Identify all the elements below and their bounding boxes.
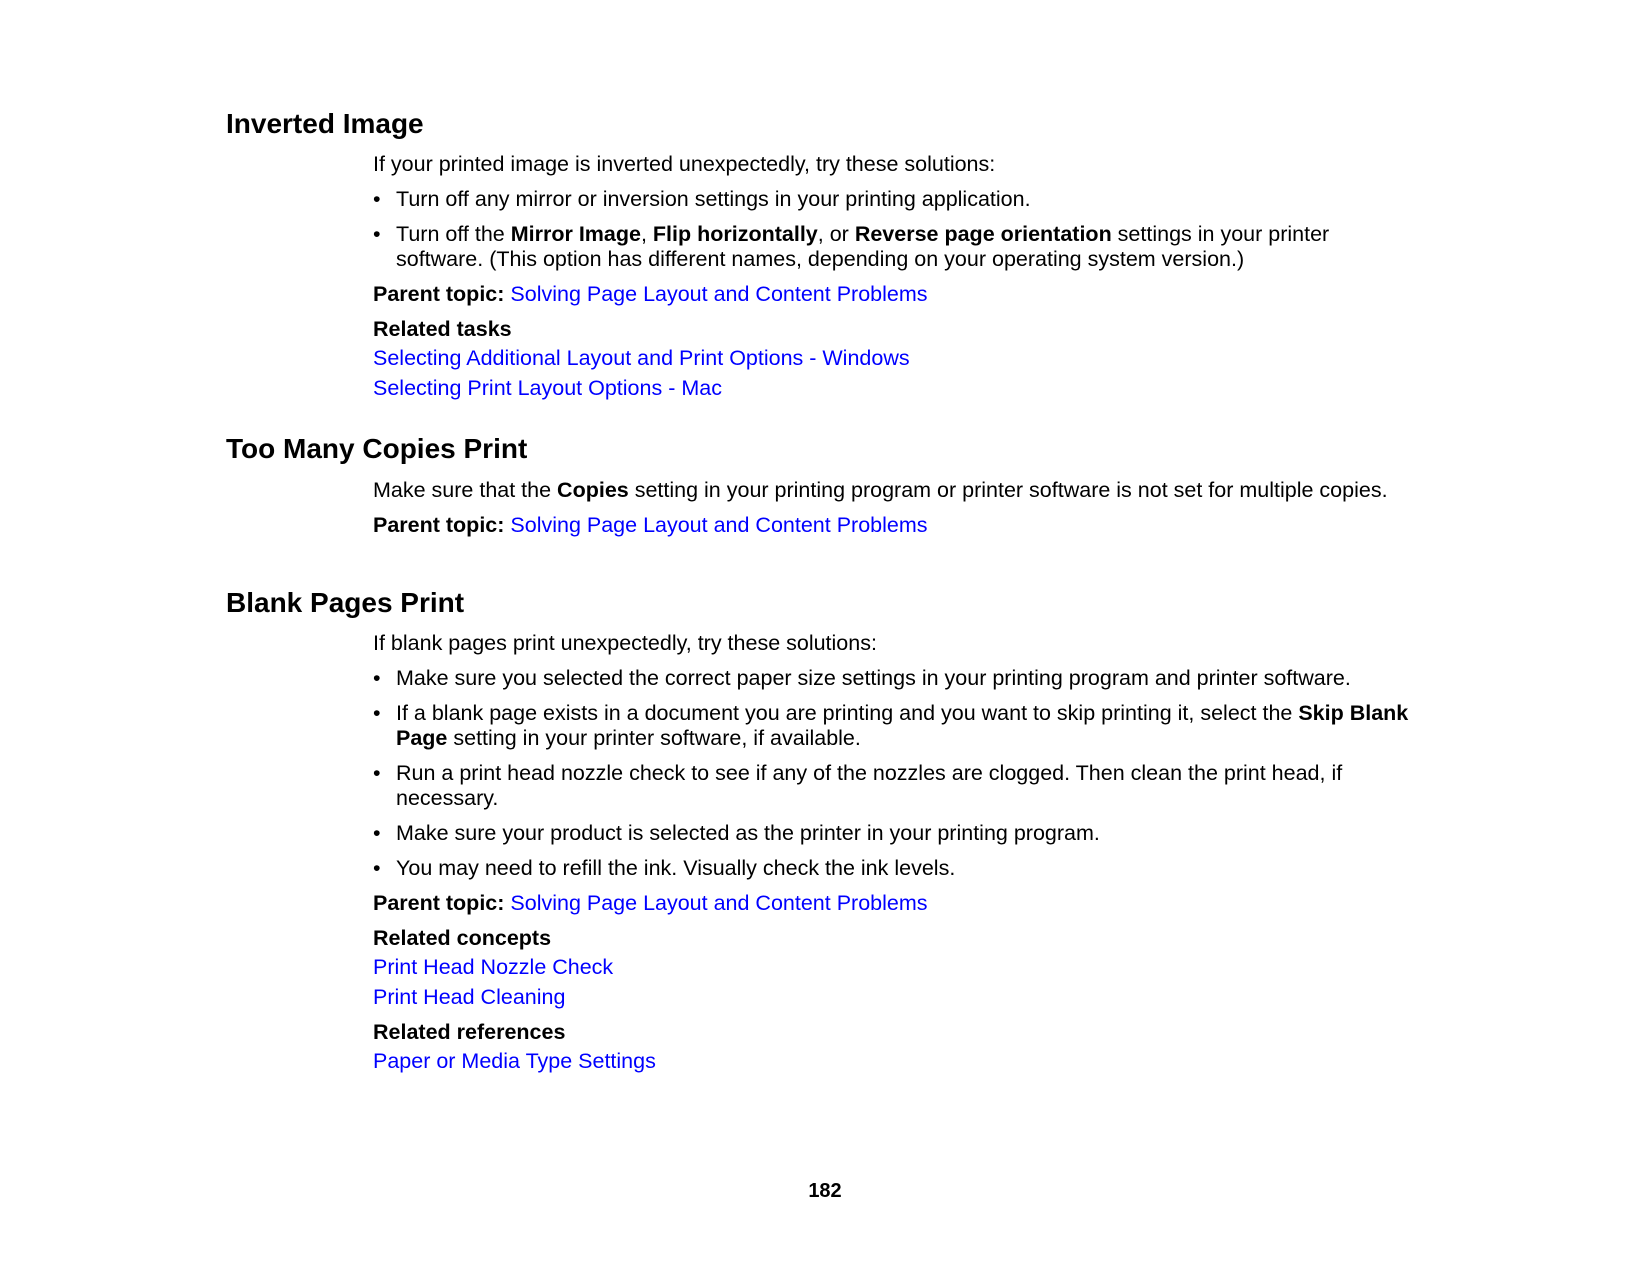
parent-topic: Parent topic: Solving Page Layout and Content Problems (373, 513, 928, 537)
parent-topic-link[interactable]: Solving Page Layout and Content Problems (510, 891, 928, 915)
section-inverted-image-body (373, 152, 1413, 401)
related-task-link[interactable]: Selecting Additional Layout and Print Options - Windows (373, 346, 910, 370)
related-concept-link[interactable]: Print Head Nozzle Check (373, 955, 614, 979)
parent-topic-link[interactable]: Solving Page Layout and Content Problems (510, 513, 928, 537)
intro-text: If your printed image is inverted unexpectedly, try these solutions: (373, 152, 996, 176)
bullet-item: • Turn off any mirror or inversion settings in your printing application. (373, 187, 1413, 212)
bullet-item: • You may need to refill the ink. Visually check the ink levels. (373, 856, 1413, 881)
intro-text: If blank pages print unexpectedly, try these solutions: (373, 631, 877, 655)
related-task-link[interactable]: Selecting Print Layout Options - Mac (373, 376, 722, 400)
parent-topic-link[interactable]: Solving Page Layout and Content Problems (510, 282, 928, 306)
related-concept-link[interactable]: Print Head Cleaning (373, 985, 566, 1009)
section-too-many-copies-body (373, 478, 1413, 538)
heading-inverted-image: Inverted Image (226, 108, 424, 139)
section-blank-pages-body (373, 631, 1413, 1074)
bullet-item: • Make sure your product is selected as the printer in your printing program. (373, 821, 1413, 846)
related-tasks-label: Related tasks (373, 317, 512, 341)
related-concepts-label: Related concepts (373, 926, 552, 950)
page-number: 182 (808, 1180, 842, 1202)
bullet-item: • Run a print head nozzle check to see if any of the nozzles are clogged. Then clean the print head, if necessary. (373, 761, 1413, 811)
heading-blank-pages: Blank Pages Print (226, 587, 465, 618)
intro-text: Make sure that the Copies setting in your printing program or printer software is not set for multiple copies. (373, 478, 1388, 502)
bullet-item: • If a blank page exists in a document you are printing and you want to skip printing it, select the Skip Blank Page setting in your printer software, if available. (373, 701, 1413, 751)
bullet-item: • Make sure you selected the correct paper size settings in your printing program and printer software. (373, 666, 1413, 691)
related-reference-link[interactable]: Paper or Media Type Settings (373, 1049, 656, 1073)
heading-too-many-copies: Too Many Copies Print (226, 433, 528, 464)
parent-topic: Parent topic: Solving Page Layout and Content Problems (373, 891, 928, 915)
bullet-item: • Turn off the Mirror Image, Flip horizontally, or Reverse page orientation settings in your printer software. (This option has different names, depending on your operating system version.) (373, 222, 1413, 272)
parent-topic: Parent topic: Solving Page Layout and Content Problems (373, 282, 928, 306)
related-references-label: Related references (373, 1020, 566, 1044)
